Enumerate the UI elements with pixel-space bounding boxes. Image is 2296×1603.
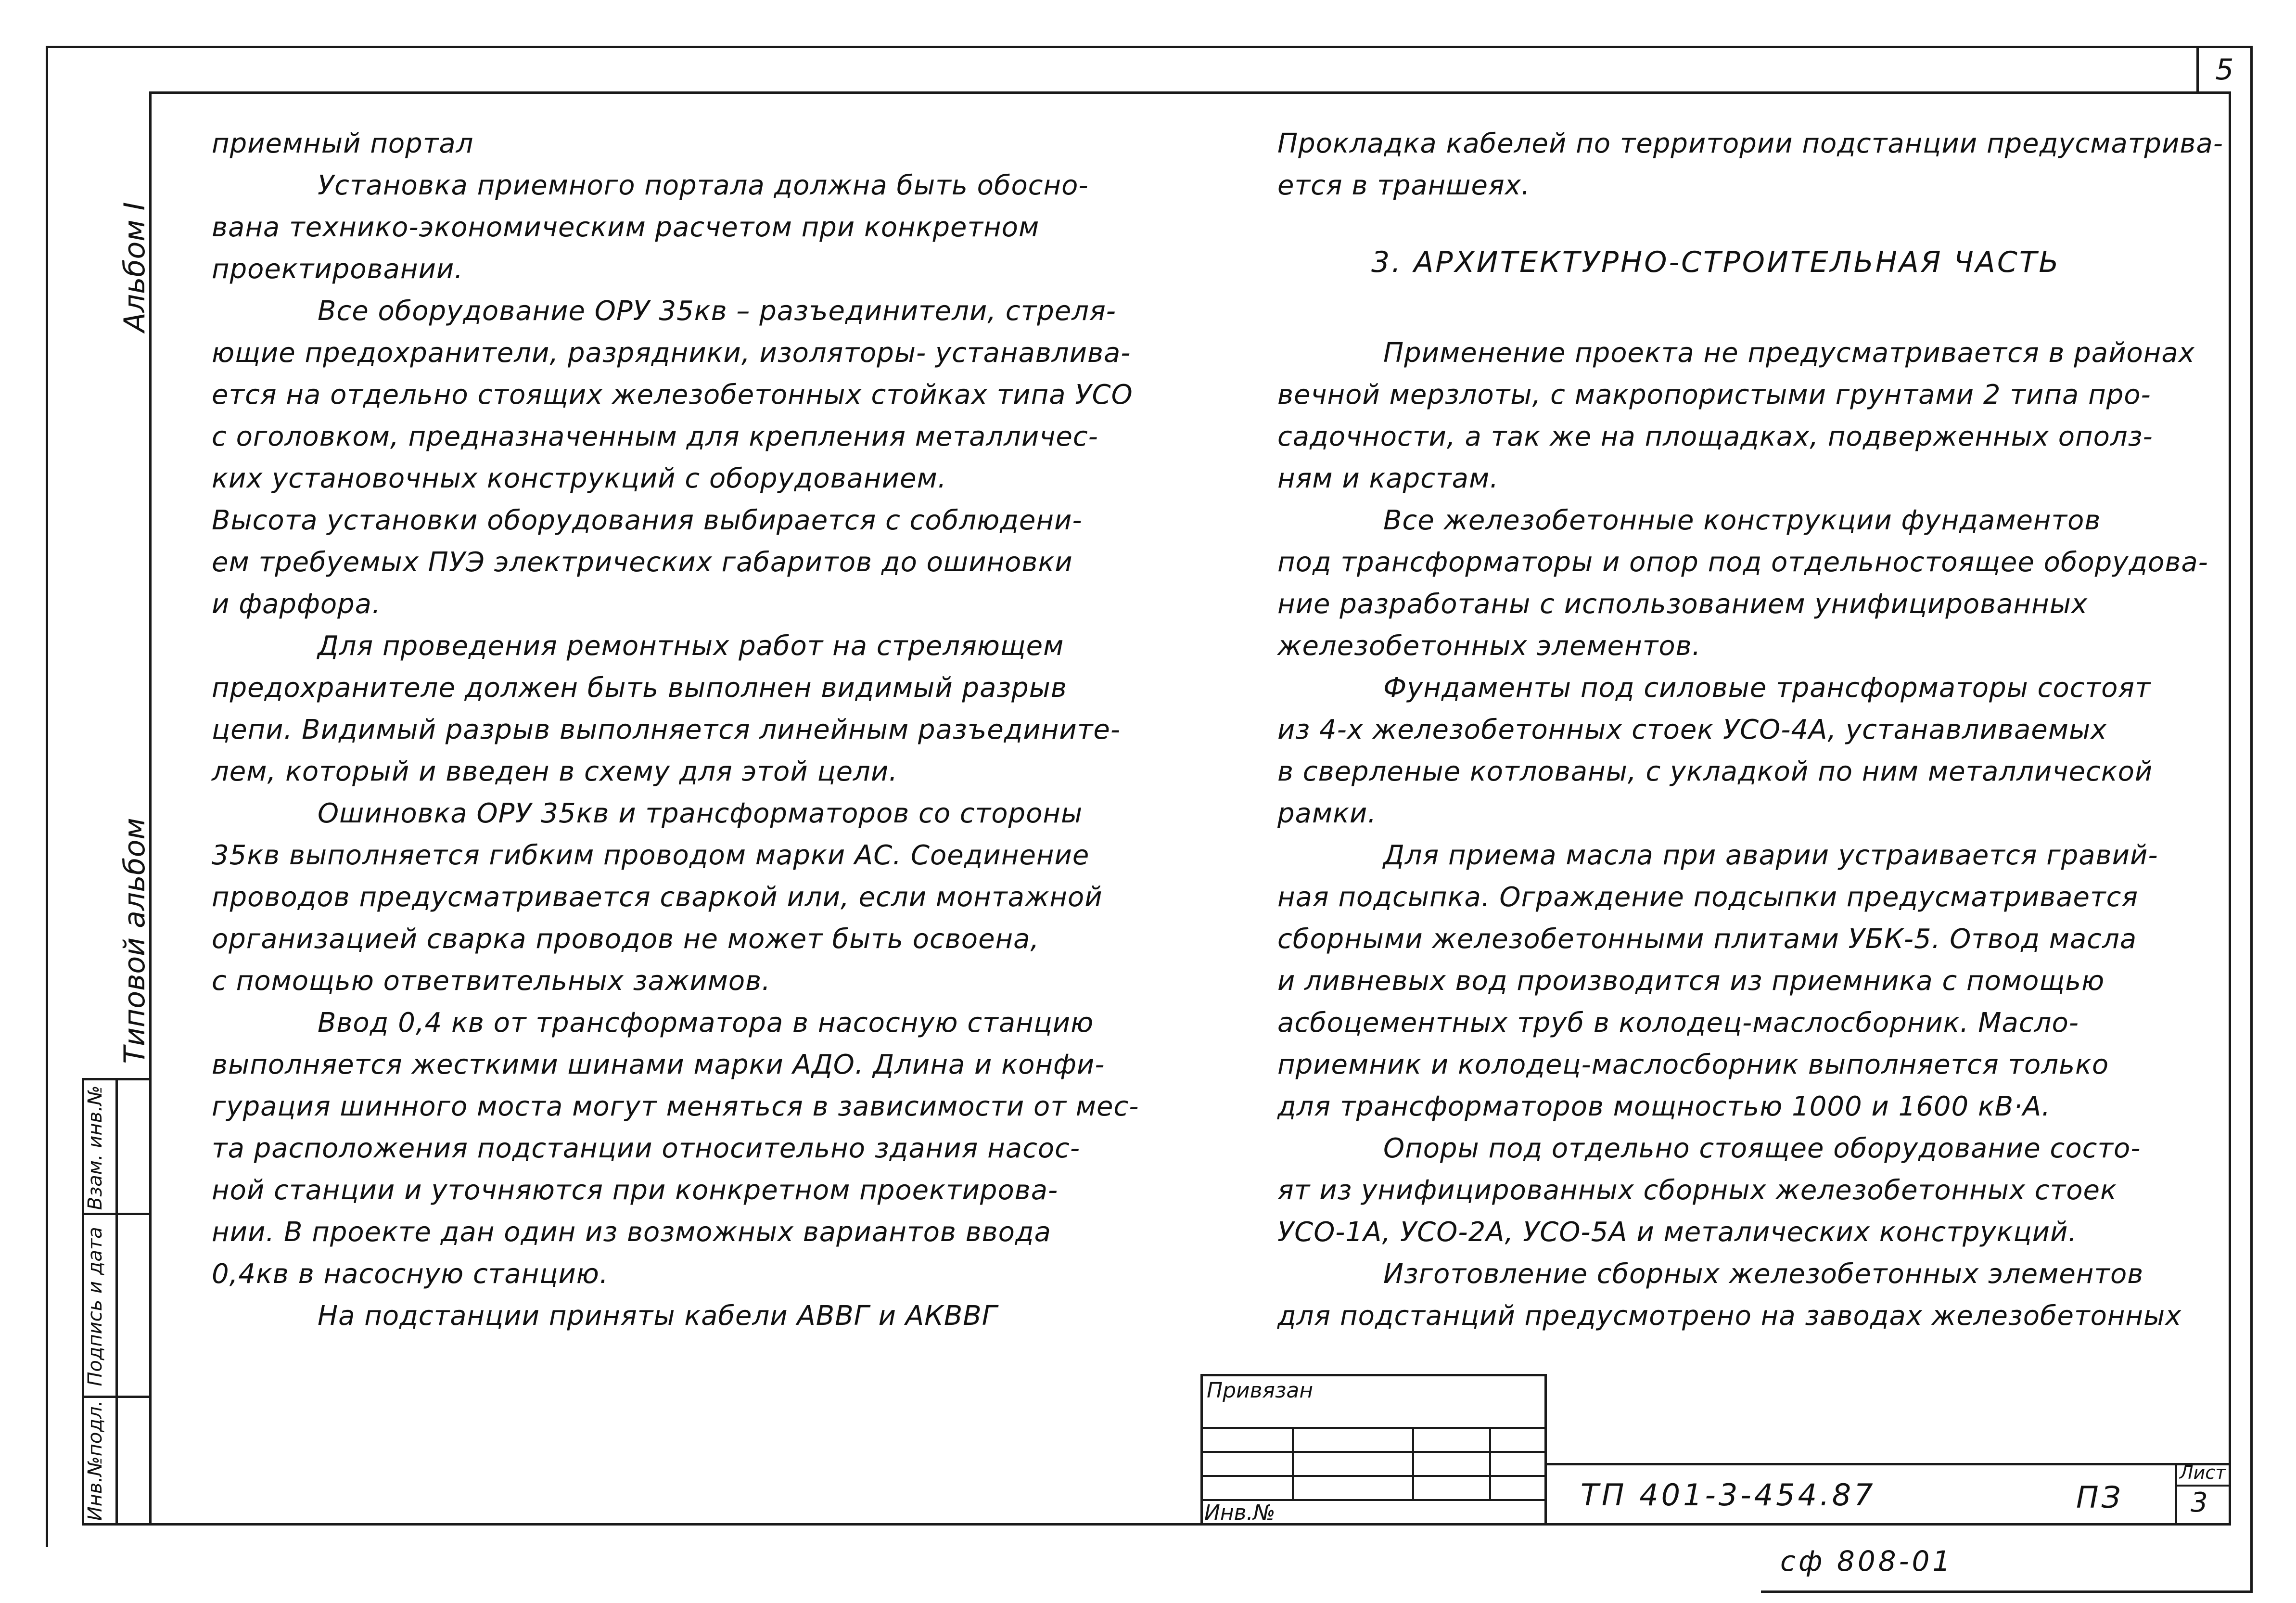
right-line: ние разработаны с использованием унифицированных: [1277, 589, 2088, 620]
right-line: железобетонных элементов.: [1277, 630, 1701, 662]
left-line: ких установочных конструкций с оборудованием.: [212, 463, 947, 494]
right-line: Все железобетонные конструкции фундаментов: [1383, 505, 2101, 536]
left-line: с помощью ответвительных зажимов.: [212, 965, 771, 997]
inner-frame-right: [2229, 91, 2231, 1526]
right-line: Для приема масла при аварии устраивается гравий-: [1383, 840, 2158, 871]
right-line: для трансформаторов мощностью 1000 и 1600 кВ·А.: [1277, 1091, 2051, 1122]
left-line: предохранителе должен быть выполнен видимый разрыв: [212, 672, 1067, 704]
right-line: в сверленые котлованы, с укладкой по ним металлической: [1277, 756, 2153, 787]
right-line: асбоцементных труб в колодец-маслосборник. Масло-: [1277, 1007, 2079, 1039]
binding-row-1: [1200, 1427, 1547, 1429]
outer-frame-left: [46, 46, 48, 1547]
right-line: ням и карстам.: [1277, 463, 1499, 494]
left-line: Высота установки оборудования выбирается с соблюдени-: [212, 505, 1083, 536]
left-line: гурация шинного моста могут меняться в зависимости от мес-: [212, 1091, 1139, 1122]
side-stamp-vzam: Взам. инв.№: [84, 1085, 106, 1210]
right-line: Изготовление сборных железобетонных элементов: [1383, 1258, 2144, 1290]
inv-no-label: Инв.№: [1204, 1500, 1276, 1525]
left-line: На подстанции приняты кабели АВВГ и АКВВГ: [318, 1300, 997, 1332]
side-stamp-inv-podl: Инв.№подл.: [84, 1400, 106, 1521]
left-line: выполняется жесткими шинами марки АДО. Длина и конфи-: [212, 1049, 1105, 1080]
bottom-code: сф 808-01: [1780, 1545, 1953, 1577]
section-heading: 3. АРХИТЕКТУРНО-СТРОИТЕЛЬНАЯ ЧАСТЬ: [1371, 245, 2061, 279]
left-line: 0,4кв в насосную станцию.: [212, 1258, 609, 1290]
doc-code: ТП 401-3-454.87: [1581, 1477, 1876, 1513]
right-line: садочности, а так же на площадках, подверженных ополз-: [1277, 421, 2153, 452]
left-line: Ввод 0,4 кв от трансформатора в насосную станцию: [318, 1007, 1094, 1039]
right-line: из 4-х железобетонных стоек УСО-4А, устанавливаемых: [1277, 714, 2107, 745]
left-line: вана технико-экономическим расчетом при конкретном: [212, 212, 1040, 243]
right-line: ная подсыпка. Ограждение подсыпки предусматривается: [1277, 882, 2139, 913]
right-line: вечной мерзлоты, с макропористыми грунтами 2 типа про-: [1277, 379, 2151, 410]
left-line: проводов предусматривается сваркой или, если монтажной: [212, 882, 1103, 913]
right-line: ят из унифицированных сборных железобетонных стоек: [1277, 1175, 2117, 1206]
album-type-label: Типовой альбом: [118, 818, 152, 1064]
left-line: ется на отдельно стоящих железобетонных стойках типа УСО: [212, 379, 1133, 410]
left-line: Установка приемного портала должна быть обосно-: [318, 170, 1089, 201]
left-line: Все оборудование ОРУ 35кв – разъединители, стреля-: [318, 295, 1116, 327]
left-line: ющие предохранители, разрядники, изоляторы- устанавлива-: [212, 337, 1131, 369]
sheet-number: 3: [2191, 1487, 2211, 1518]
left-line: та расположения подстанции относительно здания насос-: [212, 1133, 1081, 1164]
side-stamp-inner: [115, 1078, 118, 1526]
binding-row-2: [1200, 1451, 1547, 1453]
doc-section: ПЗ: [2076, 1480, 2124, 1515]
left-line: ной станции и уточняются при конкретном проектирова-: [212, 1175, 1059, 1206]
sheet-box-divider: [2175, 1485, 2230, 1487]
page-number: 5: [2215, 53, 2234, 87]
left-column: [212, 123, 1139, 1337]
sheet-box-left: [2175, 1463, 2177, 1526]
inner-frame-bottom: [82, 1523, 2231, 1526]
outer-frame-right: [2250, 46, 2253, 1593]
title-block-top: [1547, 1463, 2230, 1465]
right-line: приемник и колодец-маслосборник выполняется только: [1277, 1049, 2109, 1080]
right-line: и ливневых вод производится из приемника с помощью: [1277, 965, 2105, 997]
album-label: Альбом I: [118, 202, 152, 333]
binding-row-3: [1200, 1475, 1547, 1477]
right-line: ется в траншеях.: [1277, 170, 1531, 201]
left-line: проектировании.: [212, 254, 464, 285]
right-line: сборными железобетонными плитами УБК-5. Отвод масла: [1277, 923, 2137, 955]
right-line: под трансформаторы и опор под отдельностоящее оборудова-: [1277, 547, 2208, 578]
left-line: организацией сварка проводов не может быть освоена,: [212, 923, 1040, 955]
right-column-top: [1277, 123, 2223, 206]
left-line: лем, который и введен в схему для этой цели.: [212, 756, 898, 787]
left-line: 35кв выполняется гибким проводом марки АС. Соединение: [212, 840, 1090, 871]
left-line: нии. В проекте дан один из возможных вариантов ввода: [212, 1217, 1051, 1248]
binding-col-3: [1489, 1427, 1491, 1499]
left-line: Для проведения ремонтных работ на стреляющем: [318, 630, 1064, 662]
right-line: Прокладка кабелей по территории подстанции предусматрива-: [1277, 128, 2223, 159]
sheet-label: Лист: [2180, 1462, 2226, 1483]
side-stamp-podpis: Подпись и дата: [84, 1227, 106, 1386]
outer-frame-bottom: [1761, 1590, 2253, 1593]
left-line: Ошиновка ОРУ 35кв и трансформаторов со стороны: [318, 798, 1083, 829]
right-line: Опоры под отдельно стоящее оборудование состо-: [1383, 1133, 2141, 1164]
right-line: Фундаменты под силовые трансформаторы состоят: [1383, 672, 2151, 704]
right-line: Применение проекта не предусматривается в районах: [1383, 337, 2195, 369]
binding-col-2: [1412, 1427, 1414, 1499]
right-line: УСО-1А, УСО-2А, УСО-5А и металических конструкций.: [1277, 1217, 2078, 1248]
inner-frame-top: [149, 91, 2231, 94]
left-line: и фарфора.: [212, 589, 381, 620]
privyazan-label: Привязан: [1207, 1378, 1314, 1403]
left-line: цепи. Видимый разрыв выполняется линейным разъедините-: [212, 714, 1121, 745]
right-column: [1277, 332, 2208, 1337]
left-line: с оголовком, предназначенным для крепления металличес-: [212, 421, 1098, 452]
binding-col-1: [1292, 1427, 1294, 1499]
right-line: для подстанций предусмотрено на заводах железобетонных: [1277, 1300, 2182, 1332]
right-line: рамки.: [1277, 798, 1377, 829]
left-line: ем требуемых ПУЭ электрических габаритов до ошиновки: [212, 547, 1073, 578]
left-line: приемный портал: [212, 128, 474, 159]
outer-frame-top: [46, 46, 2250, 48]
